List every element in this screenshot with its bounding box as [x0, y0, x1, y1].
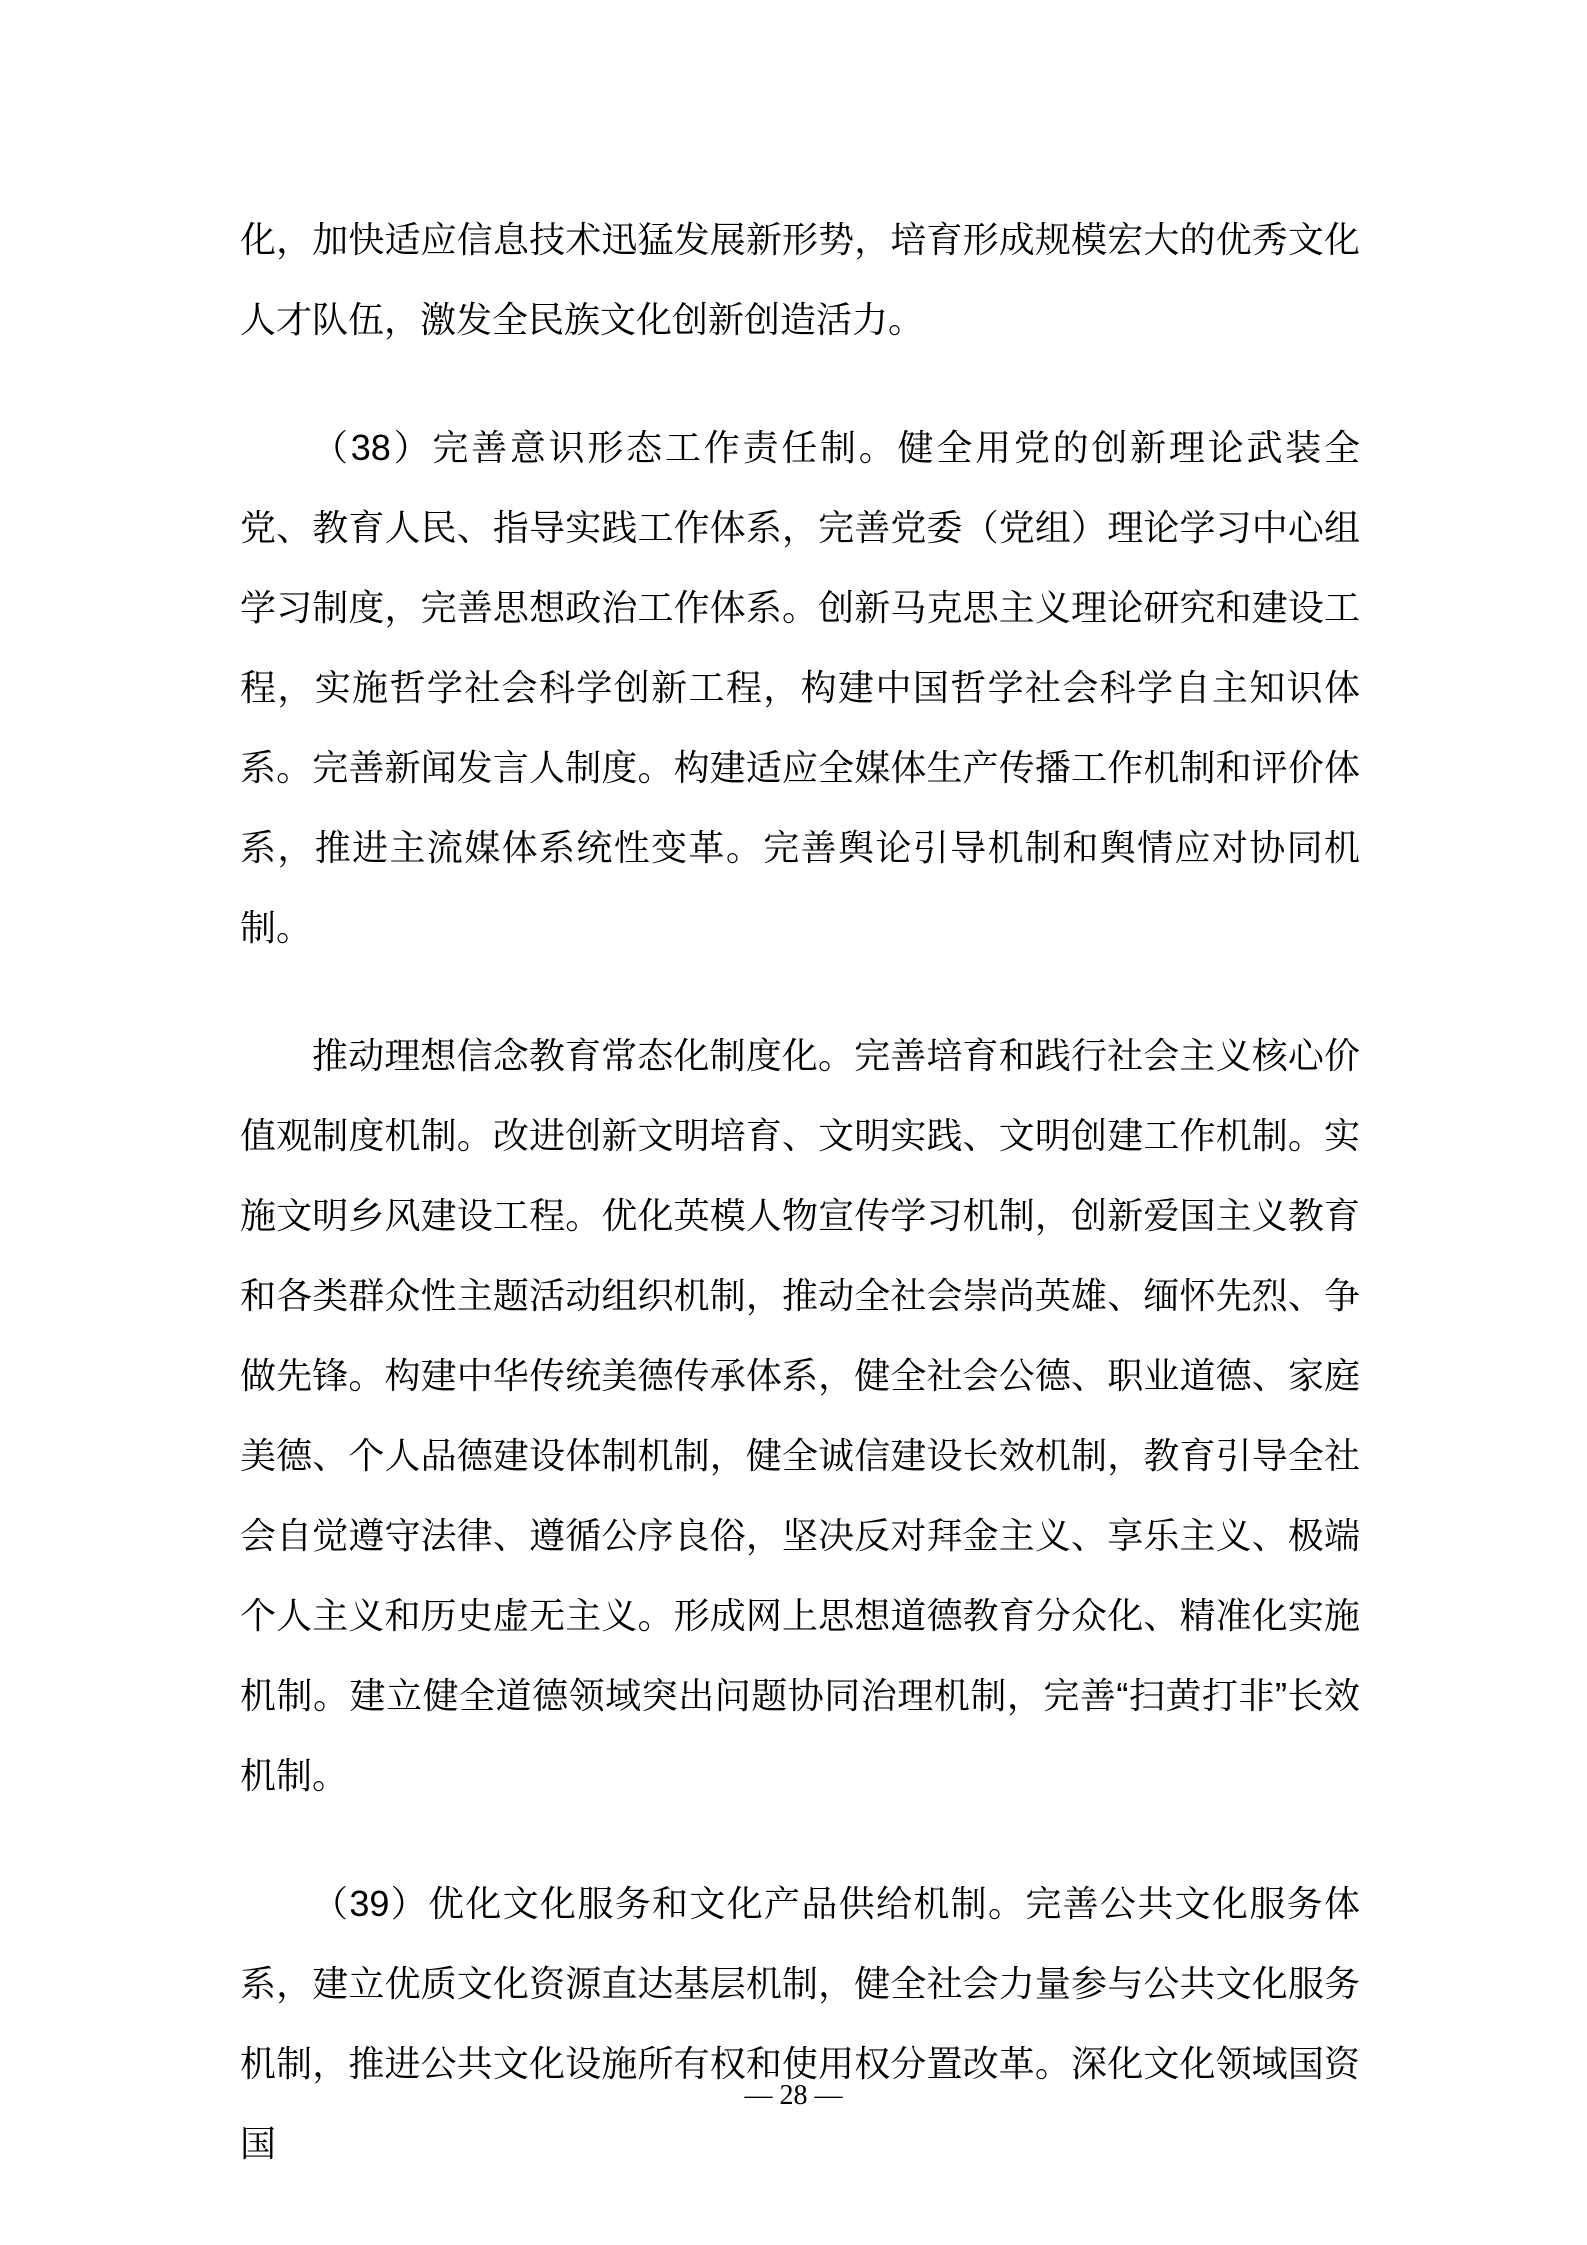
document-body — [240, 200, 1360, 2232]
paragraph-continuation-culture-talent: 化，加快适应信息技术迅猛发展新形势，培育形成规模宏大的优秀文化人才队伍，激发全民族文化创新创造活力。 — [240, 219, 1360, 340]
page-number: — 28 — — [744, 2080, 843, 2111]
paragraph-item-39-culture-services: （39）优化文化服务和文化产品供给机制。完善公共文化服务体系，建立优质文化资源直达基层机制，健全社会力量参与公共文化服务机制，推进公共文化设施所有权和使用权分置改革。深化文化领域国资国 — [240, 1883, 1360, 2164]
paragraph-item-38-ideology-responsibility: （38）完善意识形态工作责任制。健全用党的创新理论武装全党、教育人民、指导实践工作体系，完善党委（党组）理论学习中心组学习制度，完善思想政治工作体系。创新马克思主义理论研究和建设工程，实施哲学社会科学创新工程，构建中国哲学社会科学自主知识体系。完善新闻发言人制度。构建适应全媒体生产传播工作机制和评价体系，推进主流媒体系统性变革。完善舆论引导机制和舆情应对协同机制。 — [240, 427, 1360, 948]
paragraph-ideals-education: 推动理想信念教育常态化制度化。完善培育和践行社会主义核心价值观制度机制。改进创新文明培育、文明实践、文明创建工作机制。实施文明乡风建设工程。优化英模人物宣传学习机制，创新爱国主义教育和各类群众性主题活动组织机制，推动全社会崇尚英雄、缅怀先烈、争做先锋。构建中华传统美德传承体系，健全社会公德、职业道德、家庭美德、个人品德建设体制机制，健全诚信建设长效机制，教育引导全社会自觉遵守法律、遵循公序良俗，坚决反对拜金主义、享乐主义、极端个人主义和历史虚无主义。形成网上思想道德教育分众化、精准化实施机制。建立健全道德领域突出问题协同治理机制，完善“扫黄打非”长效机制。 — [240, 1035, 1360, 1796]
